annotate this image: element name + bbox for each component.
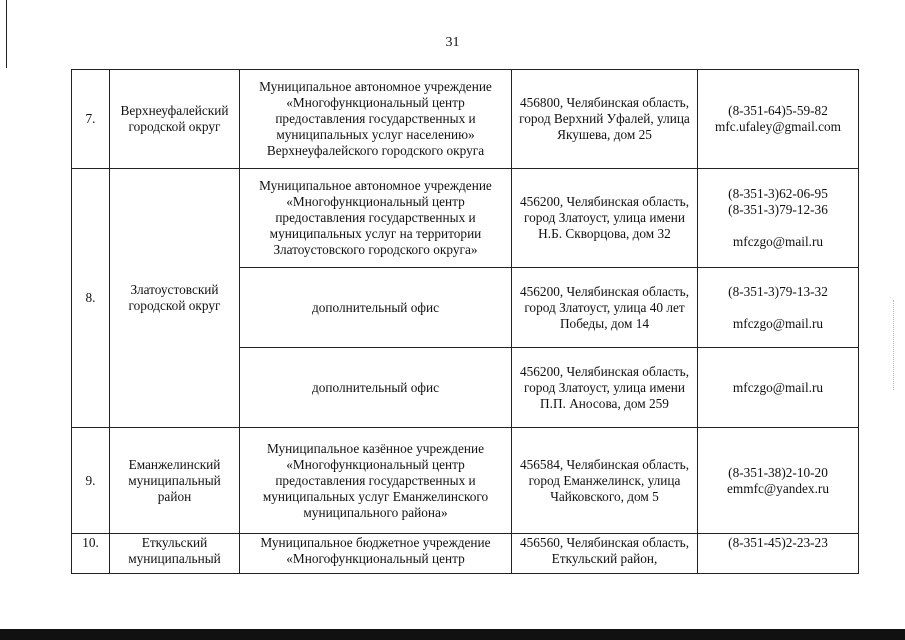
- email-link[interactable]: emmfc@yandex.ru: [727, 480, 829, 496]
- scan-bottom-edge: [0, 629, 905, 640]
- phone: (8-351-3)62-06-95: [728, 186, 828, 201]
- address: 456560, Челябинская область, Еткульский район,: [512, 534, 698, 574]
- contacts: [698, 268, 859, 348]
- organization-name: Муниципальное автономное учреждение «Многофункциональный центр предоставления государственных и муниципальных услуг на территории Златоустовского городского округа»: [240, 169, 512, 268]
- organization-name: Муниципальное автономное учреждение «Многофункциональный центр предоставления государственных и муниципальных услуг населению» Верхнеуфалейского городского округа: [240, 70, 512, 169]
- email-link[interactable]: mfc.ufaley@gmail.com: [715, 119, 841, 134]
- mfc-registry-table: [71, 69, 859, 574]
- email-link[interactable]: mfczgo@mail.ru: [732, 379, 824, 395]
- address: 456200, Челябинская область, город Златоуст, улица имени П.П. Аносова, дом 259: [512, 348, 698, 428]
- table-row: [72, 534, 859, 574]
- address: 456200, Челябинская область, город Златоуст, улица имени Н.Б. Скворцова, дом 32: [512, 169, 698, 268]
- contacts: [698, 534, 859, 574]
- district-name: Верхнеуфалейский городской округ: [110, 70, 240, 169]
- row-number: 10.: [72, 534, 110, 574]
- table-row: [72, 428, 859, 534]
- district-name: Еманжелинский муниципальный район: [110, 428, 240, 534]
- left-margin-rule: [6, 0, 7, 68]
- contacts: [698, 169, 859, 268]
- contacts: [698, 428, 859, 534]
- address: 456584, Челябинская область, город Еманжелинск, улица Чайковского, дом 5: [512, 428, 698, 534]
- email-link[interactable]: mfczgo@mail.ru: [732, 315, 824, 331]
- district-name: Златоустовский городской округ: [110, 169, 240, 428]
- scan-margin-dots: [893, 300, 898, 390]
- phone: (8-351-38)2-10-20: [728, 464, 828, 480]
- row-number: 7.: [72, 70, 110, 169]
- page-number: 31: [445, 35, 460, 50]
- phone: (8-351-64)5-59-82: [728, 103, 828, 118]
- district-name: Еткульский муниципальный: [110, 534, 240, 574]
- table-row: [72, 70, 859, 169]
- address: 456800, Челябинская область, город Верхний Уфалей, улица Якушева, дом 25: [512, 70, 698, 169]
- spacer: [702, 300, 854, 316]
- organization-name: Муниципальное казённое учреждение «Многофункциональный центр предоставления государственных и муниципальных услуг Еманжелинского муниципального района»: [240, 428, 512, 534]
- organization-name: Муниципальное бюджетное учреждение «Многофункциональный центр: [240, 534, 512, 574]
- table-row: [72, 169, 859, 268]
- phone: (8-351-45)2-23-23: [728, 535, 828, 550]
- contacts: [698, 348, 859, 428]
- contacts: [698, 70, 859, 169]
- phone-secondary: (8-351-3)79-12-36: [728, 202, 828, 217]
- organization-name: дополнительный офис: [240, 268, 512, 348]
- row-number: 8.: [72, 169, 110, 428]
- email-link[interactable]: mfczgo@mail.ru: [732, 234, 824, 249]
- row-number: 9.: [72, 428, 110, 534]
- organization-name: дополнительный офис: [240, 348, 512, 428]
- phone: (8-351-3)79-13-32: [728, 283, 828, 299]
- address: 456200, Челябинская область, город Златоуст, улица 40 лет Победы, дом 14: [512, 268, 698, 348]
- spacer: [702, 218, 854, 234]
